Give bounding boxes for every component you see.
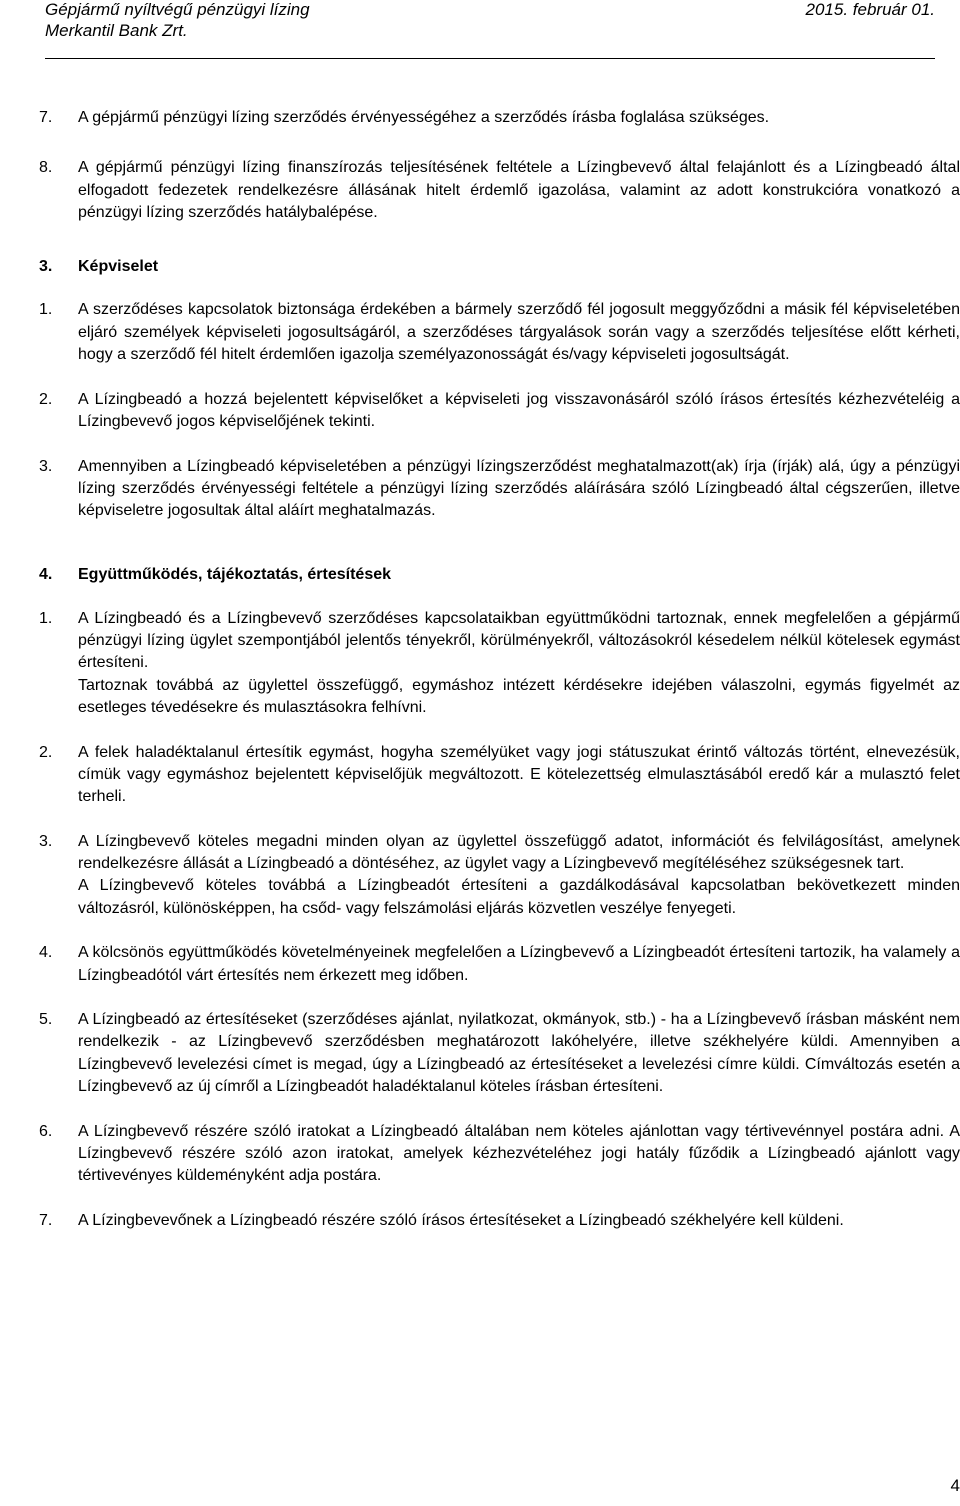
item-number: 2. [39,390,53,408]
item-paragraph: A Lízingbevevő köteles továbbá a Lízingbeadót értesíteni a gazdálkodásával kapcsolatban bekövetkezett minden változásról, különösképpen, ha csőd- vagy felszámolási eljárás közvetlen veszélye fenyegeti. [78,877,960,917]
item-paragraph: A Lízingbeadó a hozzá bejelentett képviselőket a képviseleti jog visszavonásáról szóló írásos értesítés kézhezvételéig a Lízingbevevő jogos képviselőjének tekinti. [78,390,960,430]
item-number: 7. [39,1211,53,1229]
list-item [39,299,960,366]
item-text [78,1210,960,1232]
intro-list [39,107,960,224]
document-title: Gépjármű nyíltvégű pénzügyi lízing [45,0,310,19]
item-paragraph: Tartoznak továbbá az ügylettel összefüggő, egymáshoz intézett kérdésekre idejében válaszolni, egymás figyelmét az esetleges tévedésekre és mulasztásokra felhívni. [78,676,960,716]
item-text [78,942,960,987]
item-number: 6. [39,1122,53,1140]
item-paragraph: Amennyiben a Lízingbeadó képviseletében a pénzügyi lízingszerződést meghatalmazott(ak) írja (írják) alá, úgy a pénzügyi lízing szerződés érvényességi feltétele a pénzügyi lízing szerződés aláírására szóló Lízingbeadó által cégszerűen, illetve képviseletre jogosultak által aláírt meghatalmazás. [78,457,960,520]
section-title: Képviselet [78,258,159,276]
item-text [78,1009,960,1098]
section-egyuttmukodes [39,564,960,1232]
item-text [78,389,960,434]
header-divider [45,58,935,59]
section-heading [39,564,960,586]
list-item [39,107,960,129]
item-number: 7. [39,109,53,126]
list-item [39,389,960,434]
item-number: 3. [39,832,53,850]
item-paragraph: A Lízingbeadó és a Lízingbevevő szerződéses kapcsolataikban együttműködni tartoznak, ennek megfelelően a gépjármű pénzügyi lízing ügylet szempontjából jelentős tényekről, körülményekről, változásokról késedelem nélkül kötelesek egymást értesíteni. [78,609,960,672]
item-number: 1. [39,301,53,319]
company-name: Merkantil Bank Zrt. [45,21,188,40]
item-paragraph: A Lízingbevevő köteles megadni minden olyan az ügylettel összefüggő adatot, információt és felvilágosítást, amelynek rendelkezésre állását a Lízingbeadó a döntéséhez, az ügylet vagy a Lízingbevevő megítéléséhez szükségesnek tart. [78,832,960,873]
item-paragraph: A gépjármű pénzügyi lízing finanszírozás teljesítésének feltétele a Lízingbevevő által felajánlott és a Lízingbeadó által elfogadott fedezetek rendelkezésre állásának hitelt érdemlő igazolása, valamint az adott konstrukcióra vonatkozó a pénzügyi lízing szerződés hatálybalépése. [78,159,960,221]
section-heading [39,256,960,278]
item-number: 1. [39,609,53,627]
section-number: 3. [39,258,53,276]
list-item [39,608,960,719]
item-number: 3. [39,457,53,475]
item-text [78,107,960,129]
item-text [78,1121,960,1188]
page-header [45,0,935,68]
list-item [39,742,960,809]
list-item [39,1009,960,1098]
item-paragraph: A Lízingbeadó az értesítéseket (szerződéses ajánlat, nyilatkozat, okmányok, stb.) - ha a Lízingbevevő írásban másként nem rendelkezik - az Lízingbevevő szerződésben meghatározott lakóhelyére, illetve székhelyére küldi. Amennyiben a Lízingbevevő levelezési címet is megad, úgy a Lízingbeadó az értesítéseket a levelezési címre küldi. Címváltozás esetén a Lízingbevevő az új címről a Lízingbeadót haladéktalanul köteles írásban értesíteni. [78,1011,960,1095]
list-item [39,157,960,224]
list-item [39,456,960,523]
item-paragraph: A kölcsönös együttműködés követelményeinek megfelelően a Lízingbevevő a Lízingbeadót értesíteni tartozik, ha valamely a Lízingbeadótól várt értesítés nem érkezett meg időben. [78,944,960,984]
item-number: 2. [39,743,53,761]
section-number: 4. [39,566,53,584]
item-paragraph: A Lízingbevevő részére szóló iratokat a Lízingbeadó általában nem köteles ajánlottan vagy tértivevénnyel postára adni. A Lízingbevevő részére szóló azon iratokat, amelyek kézhezvételéhez jogi hatály fűződik a Lízingbeadó ajánlott vagy tértivevényes küldeményként adja postára. [78,1122,960,1185]
item-number: 4. [39,944,53,962]
item-text [78,742,960,809]
item-text [78,831,960,920]
page-number: 4 [950,1476,960,1495]
item-number: 8. [39,159,53,177]
section-title: Együttműködés, tájékoztatás, értesítések [78,566,392,584]
item-number: 5. [39,1011,53,1029]
list-item [39,831,960,920]
item-paragraph: A felek haladéktalanul értesítik egymást, hogyha személyüket vagy jogi státuszukat érintő változás történt, elnevezésük, címük vagy egymáshoz bejelentett képviselőjük megváltozott. E kötelezettség elmulasztásából eredő kár a mulasztó felet terheli. [78,743,960,806]
list-item [39,1121,960,1188]
item-paragraph: A szerződéses kapcsolatok biztonsága érdekében a bármely szerződő fél jogosult meggyőződni a másik fél képviseletében eljáró személyek képviseleti jogosultságáról, a szerződéses tárgyalások során vagy a szerződés teljesítése előtt kérheti, hogy a szerződő fél hitelt érdemlően igazolja személyazonosságát és/vagy képviseleti jogosultságát. [78,301,960,364]
item-text [78,456,960,523]
section-kepviselet [39,256,960,522]
list-item [39,1210,960,1232]
document-date: 2015. február 01. [805,0,935,19]
list-item [39,942,960,987]
item-text [78,608,960,719]
item-paragraph: A gépjármű pénzügyi lízing szerződés érvényességéhez a szerződés írásba foglalása szükséges. [78,109,770,126]
document-body [39,107,960,1232]
item-text [78,157,960,224]
item-text [78,299,960,366]
item-paragraph: A Lízingbevevőnek a Lízingbeadó részére szóló írásos értesítéseket a Lízingbeadó székhelyére kell küldeni. [78,1211,844,1229]
